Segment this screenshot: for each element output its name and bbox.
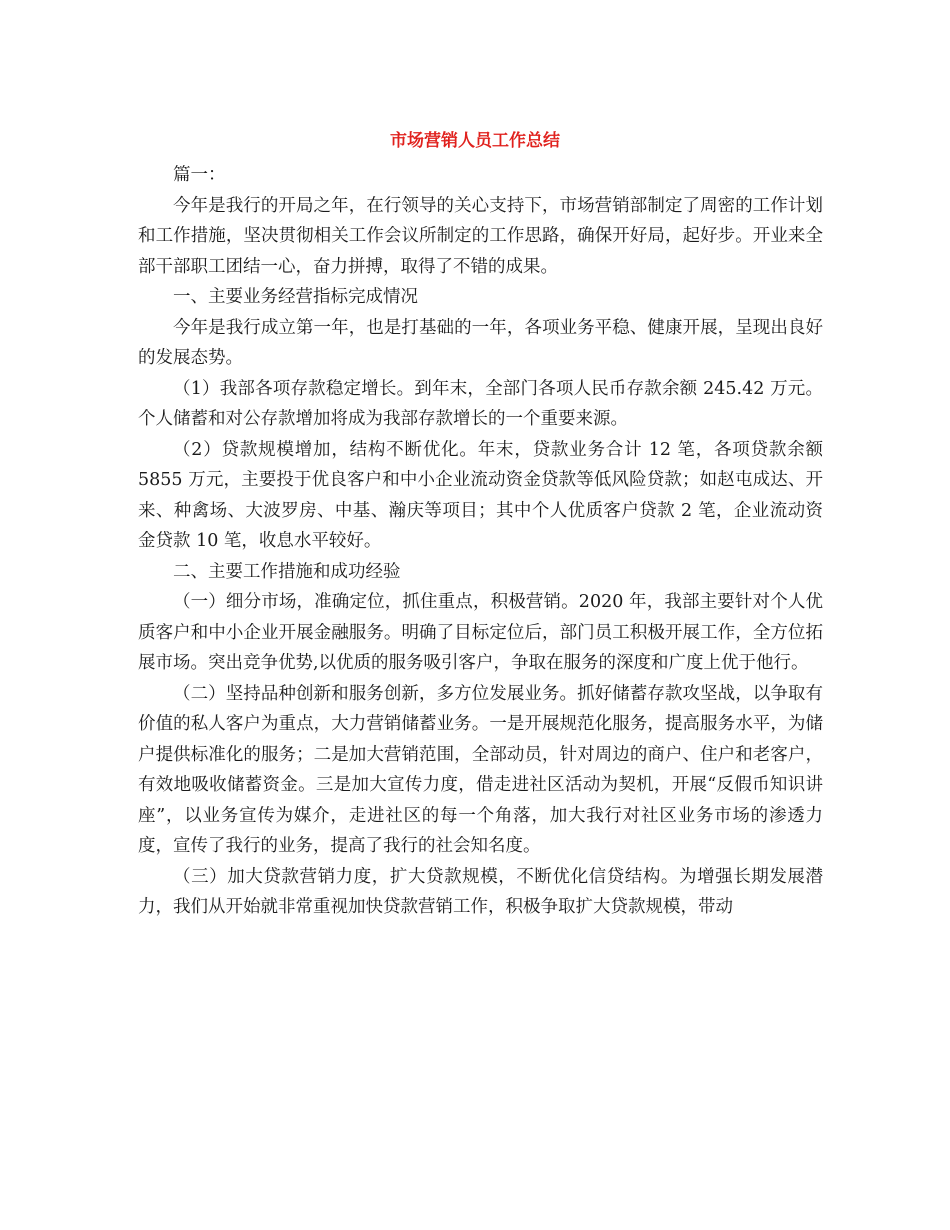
paragraph: （二）坚持品种创新和服务创新，多方位发展业务。抓好储蓄存款攻坚战，以争取有价值的私人客户为重点，大力营销储蓄业务。一是开展规范化服务，提高服务水平，为储户提供标准化的服务；二是加大营销范围，全部动员，针对周边的商户、住户和老客户，有效地吸收储蓄资金。三是加大宣传力度，借走进社区活动为契机，开展“反假币知识讲座”，以业务宣传为媒介，走进社区的每一个角落，加大我行对社区业务市场的渗透力度，宣传了我行的业务，提高了我行的社会知名度。: [138, 683, 823, 856]
heading-one: 一、主要业务经营指标完成情况: [173, 287, 418, 307]
paragraph: 今年是我行成立第一年，也是打基础的一年，各项业务平稳、健康开展，呈现出良好的发展态势。: [138, 317, 823, 368]
paragraph: （1）我部各项存款稳定增长。到年末，全部门各项人民币存款余额 245.42 万元。个人储蓄和对公存款增加将成为我部存款增长的一个重要来源。: [138, 378, 823, 429]
heading-two: 二、主要工作措施和成功经验: [173, 561, 401, 582]
section-label: 篇一：: [173, 165, 226, 185]
paragraph: （2）贷款规模增加，结构不断优化。年末，贷款业务合计 12 笔，各项贷款余额5855 万元，主要投于优良客户和中小企业流动资金贷款等低风险贷款；如赵屯成达、开来、种禽场、大波罗房、中基、瀚庆等项目；其中个人优质客户贷款 2 笔，企业流动资金贷款 10 笔，收息水平较好。: [138, 439, 823, 551]
paragraph: （三）加大贷款营销力度，扩大贷款规模，不断优化信贷结构。为增强长期发展潜力，我们从开始就非常重视加快贷款营销工作，积极争取扩大贷款规模，带动: [138, 866, 823, 917]
document-title: 市场营销人员工作总结: [390, 131, 560, 151]
document-body: [138, 160, 823, 923]
paragraph: （一）细分市场，准确定位，抓住重点，积极营销。2020 年，我部主要针对个人优质客户和中小企业开展金融服务。明确了目标定位后，部门员工积极开展工作，全方位拓展市场。突出竞争优势,以优质的服务吸引客户，争取在服务的深度和广度上优于他行。: [138, 592, 823, 673]
intro-paragraph: 今年是我行的开局之年，在行领导的关心支持下，市场营销部制定了周密的工作计划和工作措施，坚决贯彻相关工作会议所制定的工作思路，确保开好局，起好步。开业来全部干部职工团结一心，奋力拼搏，取得了不错的成果。: [138, 195, 823, 277]
